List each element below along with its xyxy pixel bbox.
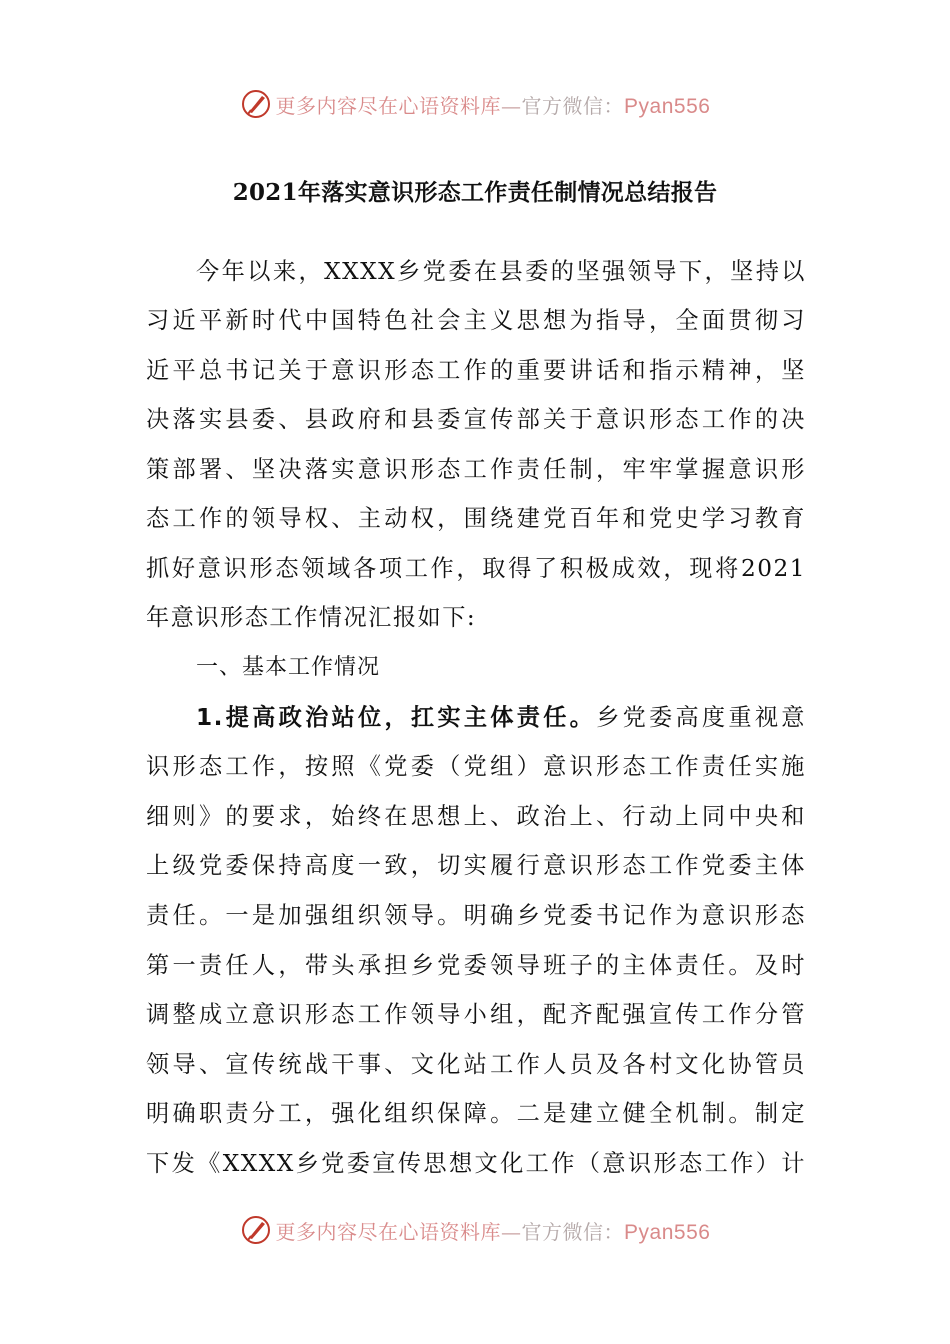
body-line: 下发《XXXX乡党委宣传思想文化工作（意识形态工作）计 — [146, 1150, 806, 1177]
intro-line: 策部署、坚决落实意识形态工作责任制，牢牢掌握意识形 — [146, 456, 806, 483]
body-line: 识形态工作，按照《党委（党组）意识形态工作责任实施 — [146, 753, 806, 780]
subsection-first-line — [196, 693, 806, 743]
watermark-text — [276, 90, 711, 119]
intro-line: 习近平新时代中国特色社会主义思想为指导，全面贯彻习 — [146, 307, 806, 334]
intro-line: 决落实县委、县政府和县委宣传部关于意识形态工作的决 — [146, 406, 806, 433]
subsection-first-text: 乡党委高度重视意 — [596, 704, 806, 731]
section-heading: 一、基本工作情况 — [196, 655, 381, 680]
watermark-separator: — — [501, 93, 522, 118]
subsection-title: 1.提高政治站位，扛实主体责任。 — [196, 704, 597, 731]
watermark-wechat-label: 官方微信： — [521, 93, 625, 118]
quill-logo-icon — [240, 1214, 272, 1246]
intro-line: 抓好意识形态领域各项工作，取得了积极成效，现将2021 — [146, 555, 806, 582]
body-line: 第一责任人，带头承担乡党委领导班子的主体责任。及时 — [146, 952, 806, 979]
body-line: 责任。一是加强组织领导。明确乡党委书记作为意识形态 — [146, 902, 806, 929]
intro-line: 年意识形态工作情况汇报如下: — [146, 604, 477, 631]
body-line: 调整成立意识形态工作领导小组，配齐配强宣传工作分管 — [146, 1001, 806, 1028]
watermark-banner-bottom — [0, 1210, 950, 1250]
watermark-brand: 更多内容尽在心语资料库 — [275, 93, 502, 118]
quill-logo-icon — [240, 88, 272, 120]
watermark-brand: 更多内容尽在心语资料库 — [275, 1219, 502, 1244]
intro-line: 今年以来，XXXX乡党委在县委的坚强领导下，坚持以 — [196, 258, 806, 285]
body-line: 细则》的要求，始终在思想上、政治上、行动上同中央和 — [146, 803, 806, 830]
watermark-wechat-id: Pyan556 — [624, 1220, 711, 1244]
watermark-text — [276, 1216, 711, 1245]
intro-line: 近平总书记关于意识形态工作的重要讲话和指示精神，坚 — [146, 357, 806, 384]
body-line: 上级党委保持高度一致，切实履行意识形态工作党委主体 — [146, 852, 806, 879]
watermark-wechat-id: Pyan556 — [624, 94, 711, 118]
intro-line: 态工作的领导权、主动权，围绕建党百年和党史学习教育 — [146, 505, 806, 532]
watermark-separator: — — [501, 1219, 522, 1244]
watermark-banner-top — [0, 84, 950, 124]
watermark-wechat-label: 官方微信： — [521, 1219, 625, 1244]
body-line: 领导、宣传统战干事、文化站工作人员及各村文化协管员 — [146, 1051, 806, 1078]
body-line: 明确职责分工，强化组织保障。二是建立健全机制。制定 — [146, 1100, 806, 1127]
document-title: 2021年落实意识形态工作责任制情况总结报告 — [232, 179, 718, 206]
